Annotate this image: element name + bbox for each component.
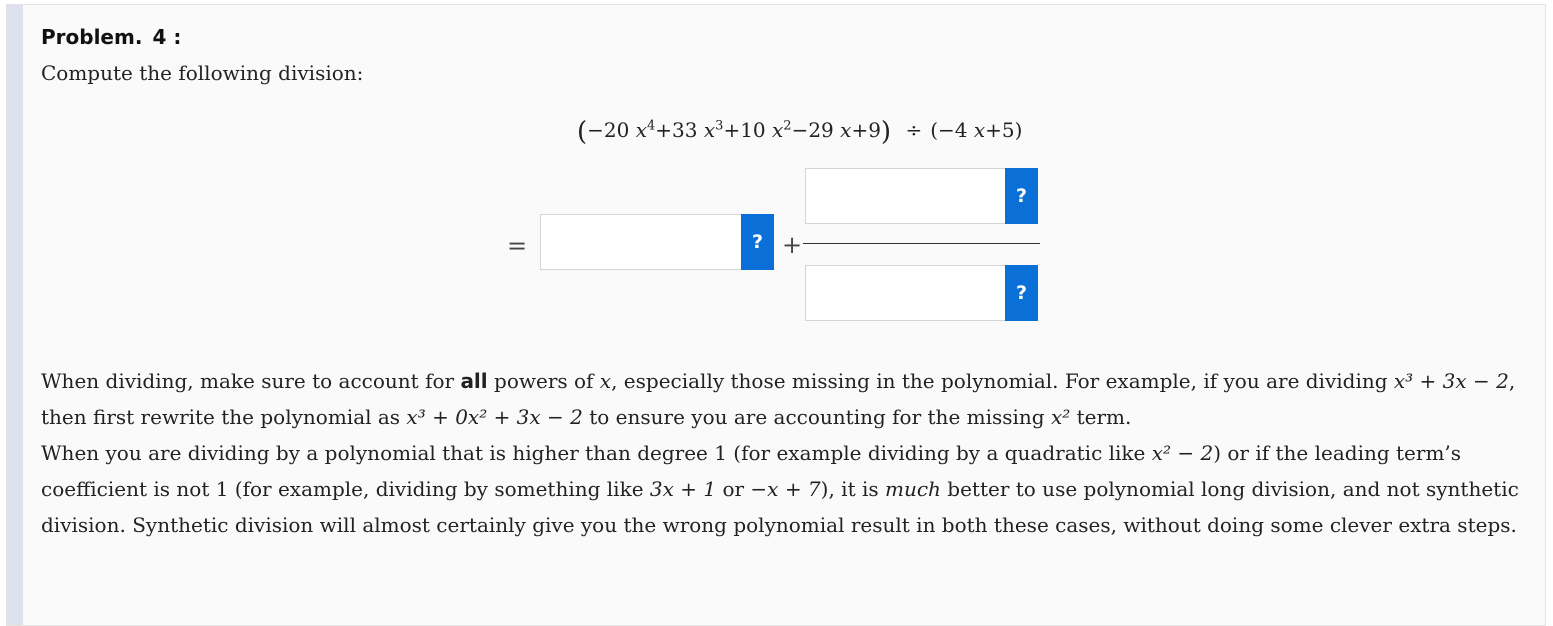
remainder-numerator-input[interactable]: [805, 168, 1006, 224]
denominator-help-button[interactable]: ?: [1005, 265, 1038, 321]
problem-label: Problem.: [41, 25, 143, 49]
plus-sign: +: [782, 231, 803, 259]
hint-paragraph-1: When dividing, make sure to account for all powers of x, especially those missing in the polynomial. For example, if you are dividing x³ + 3x − 2, then first rewrite the polynomial as x³ + 0x² + 3x − 2 to ensure you are accounting for the missing x² term.: [41, 369, 1516, 429]
problem-heading: [41, 25, 181, 49]
hint-paragraph-2: When you are dividing by a polynomial that is higher than degree 1 (for example dividing by a quadratic like x² − 2) or if the leading term’s coefficient is not 1 (for example, dividing by something like 3x + 1 or −x + 7), it is much better to use polynomial long division, and not synthetic division. Synthetic division will almost certainly give you the wrong polynomial result in both these cases, without doing some clever extra steps.: [41, 441, 1519, 537]
remainder-denominator-input[interactable]: [805, 265, 1006, 321]
quotient-input[interactable]: [540, 214, 742, 270]
problem-card: [6, 4, 1546, 626]
quotient-help-button[interactable]: ?: [741, 214, 774, 270]
numerator-help-button[interactable]: ?: [1005, 168, 1038, 224]
fraction-bar: [803, 243, 1040, 244]
division-operator: ÷: [905, 118, 923, 142]
hint-text: [41, 363, 1521, 543]
problem-number: 4 :: [152, 25, 182, 49]
problem-instruction: Compute the following division:: [41, 61, 364, 85]
equals-sign: =: [507, 232, 528, 260]
division-expression: (−20 $x^4+33$ $x^3+10$ $x^2-29$ x+9) ÷ (−4 x+5): [577, 117, 1023, 147]
card-accent-bar: [7, 5, 23, 625]
